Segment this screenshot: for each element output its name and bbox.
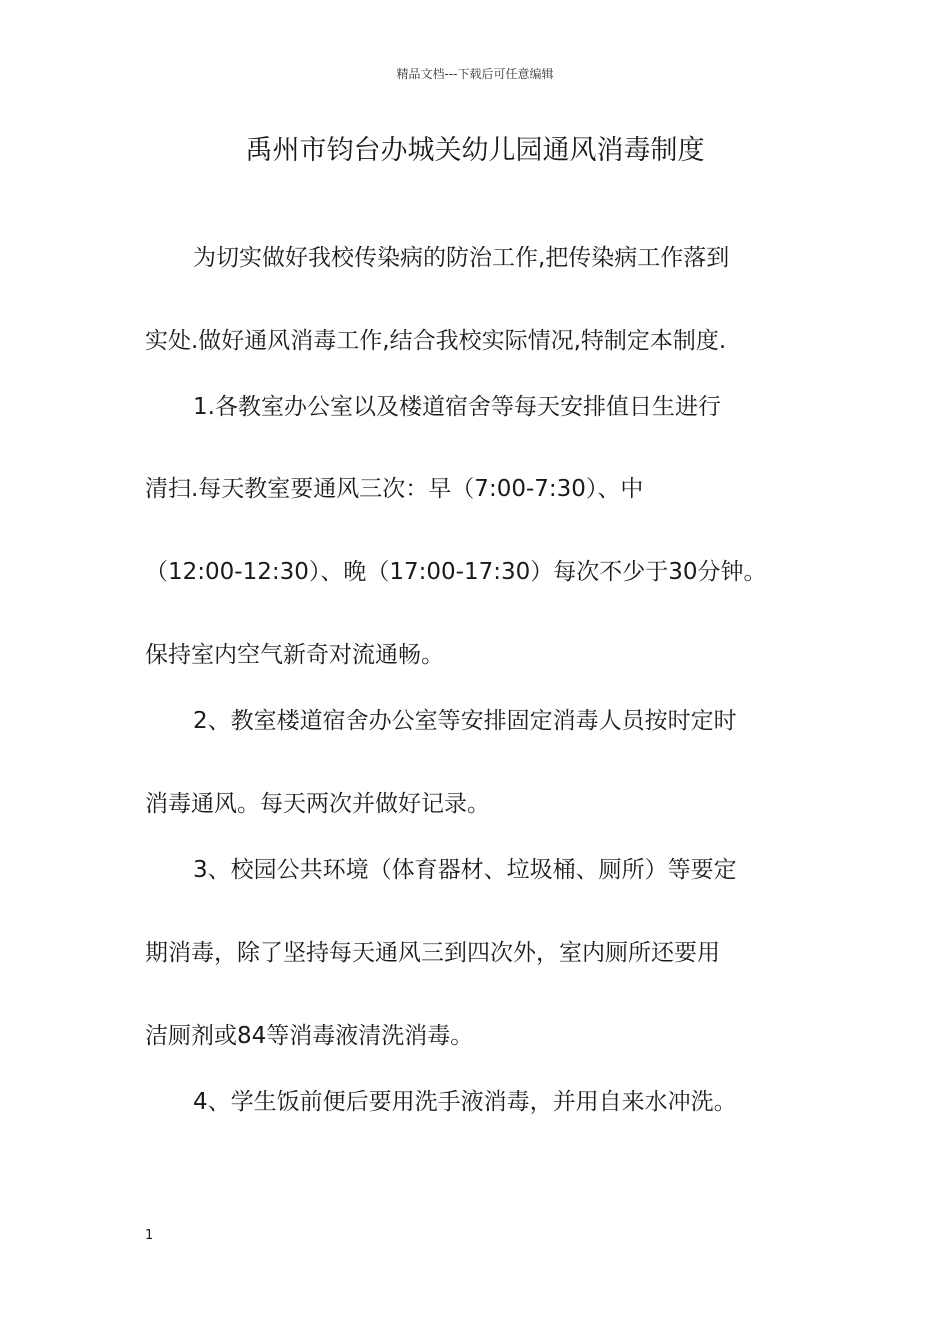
item-3-line-1: 3、校园公共环境（体育器材、垃圾桶、厕所）等要定 <box>193 857 737 883</box>
item-3-line-3: 洁厕剂或84等消毒液清洗消毒。 <box>145 1023 474 1049</box>
item-1-line-2: 清扫.每天教室要通风三次：早（7:00-7:30）、中 <box>145 476 644 502</box>
page-number: 1 <box>145 1228 154 1243</box>
paragraph-intro-line-2: 实处.做好通风消毒工作,结合我校实际情况,特制定本制度. <box>145 328 727 354</box>
header-note: 精品文档---下载后可任意编辑 <box>396 67 554 81</box>
item-1-line-4: 保持室内空气新奇对流通畅。 <box>145 642 444 668</box>
item-1-line-3: （12:00-12:30）、晚（17:00-17:30）每次不少于30分钟。 <box>145 559 767 585</box>
document-title: 禹州市钧台办城关幼儿园通风消毒制度 <box>245 135 705 166</box>
item-4-line-1: 4、学生饭前便后要用洗手液消毒，并用自来水冲洗。 <box>193 1089 737 1115</box>
paragraph-intro-line-1: 为切实做好我校传染病的防治工作,把传染病工作落到 <box>193 245 730 271</box>
item-2-line-2: 消毒通风。每天两次并做好记录。 <box>145 791 490 817</box>
item-3-line-2: 期消毒，除了坚持每天通风三到四次外，室内厕所还要用 <box>145 940 720 966</box>
item-2-line-1: 2、教室楼道宿舍办公室等安排固定消毒人员按时定时 <box>193 708 737 734</box>
item-1-line-1: 1.各教室办公室以及楼道宿舍等每天安排值日生进行 <box>193 394 721 420</box>
